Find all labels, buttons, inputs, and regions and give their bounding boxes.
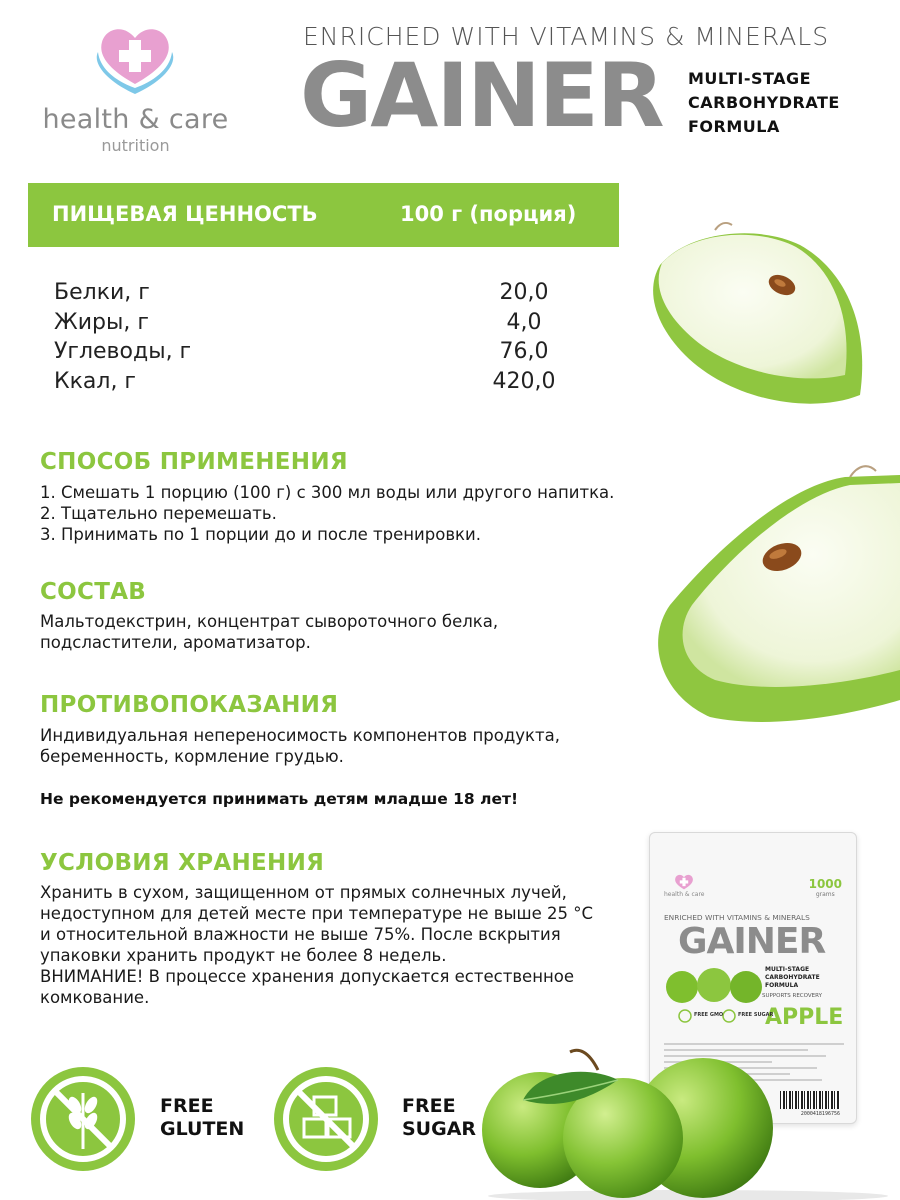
free-gluten-label	[160, 1095, 244, 1141]
nutrition-value: 420,0	[492, 368, 556, 394]
contraindications-line: Индивидуальная непереносимость компонентов продукта,	[40, 726, 560, 745]
sugar-free-icon	[722, 1009, 736, 1023]
usage-line: 3. Принимать по 1 порции до и после тренировки.	[40, 525, 481, 544]
nutrition-label: Жиры, г	[54, 309, 149, 335]
badge-line: FREE	[402, 1095, 456, 1117]
package-formula-line: CARBOHYDRATE	[765, 974, 820, 981]
package-weight-value: 1000	[808, 877, 842, 891]
package-weight	[809, 877, 842, 898]
usage-line: 1. Смешать 1 порцию (100 г) с 300 мл воды или другого напитка.	[40, 483, 615, 502]
formula-line: FORMULA	[688, 117, 780, 136]
heart-cross-icon	[90, 22, 180, 98]
brand-subtitle: nutrition	[101, 136, 170, 155]
composition-text	[40, 611, 498, 653]
header-tagline: ENRICHED WITH VITAMINS & MINERALS	[303, 22, 830, 51]
brand-name: health & care	[42, 104, 229, 135]
badge-line: GLUTEN	[160, 1118, 245, 1140]
formula-text	[688, 67, 840, 139]
nutrition-value: 20,0	[499, 280, 549, 305]
green-apples-image	[478, 1040, 898, 1200]
nutrition-value: 4,0	[506, 309, 542, 335]
package-weight-unit: grams	[815, 891, 835, 898]
package-free-sugar: FREE SUGAR	[738, 1012, 774, 1018]
package-brand: health & care	[664, 891, 705, 898]
formula-line: MULTI-STAGE	[688, 69, 812, 88]
composition-title: СОСТАВ	[40, 579, 147, 605]
package-formula-line: FORMULA	[765, 982, 799, 989]
nutrition-title: ПИЩЕВАЯ ЦЕННОСТЬ	[52, 202, 318, 226]
storage-line: комкование.	[40, 988, 150, 1007]
badge-line: FREE	[160, 1095, 214, 1117]
package-formula	[765, 966, 820, 990]
apple-slice-image	[640, 455, 900, 735]
wheat-crossed-icon	[27, 1063, 139, 1175]
storage-line: недоступном для детей месте при температуре не выше 25 °C	[40, 904, 593, 923]
nutrition-portion: 100 г (порция)	[400, 202, 577, 226]
nutrition-label: Ккал, г	[54, 368, 136, 394]
composition-line: Мальтодекстрин, концентрат сывороточного белка,	[40, 612, 499, 631]
package-free-gmo: FREE GMO	[694, 1012, 724, 1018]
nutrition-label: Углеводы, г	[54, 339, 192, 364]
nutrition-header-bar	[28, 183, 619, 247]
nutrition-label: Белки, г	[54, 280, 150, 305]
usage-line: 2. Тщательно перемешать.	[40, 504, 277, 523]
nutrition-value: 76,0	[499, 339, 549, 364]
barcode-number: 2000418196756	[800, 1111, 840, 1117]
age-warning: Не рекомендуется принимать детям младше 18 лет!	[40, 790, 519, 808]
apple-slice-image	[640, 215, 900, 430]
package-flavor: APPLE	[765, 1005, 844, 1030]
sugar-cubes-crossed-icon	[270, 1063, 382, 1175]
free-sugar-label	[402, 1095, 476, 1141]
storage-title: УСЛОВИЯ ХРАНЕНИЯ	[40, 850, 325, 876]
storage-line: Хранить в сухом, защищенном от прямых солнечных лучей,	[40, 883, 567, 902]
heart-cross-icon	[672, 873, 696, 893]
formula-line: CARBOHYDRATE	[688, 93, 840, 112]
product-title: GAINER	[300, 44, 663, 147]
package-product: GAINER	[678, 921, 826, 962]
package-tagline: ENRICHED WITH VITAMINS & MINERALS	[664, 913, 810, 922]
storage-line: упаковки хранить продукт не более 8 недель.	[40, 946, 447, 965]
apples-icon	[664, 965, 764, 1007]
usage-title: СПОСОБ ПРИМЕНЕНИЯ	[40, 449, 348, 475]
gmo-free-icon	[678, 1009, 692, 1023]
brand-logo	[28, 20, 243, 155]
contraindications-title: ПРОТИВОПОКАЗАНИЯ	[40, 692, 339, 718]
contraindications-line: беременность, кормление грудью.	[40, 747, 344, 766]
storage-line: и относительной влажности не выше 75%. После вскрытия	[40, 925, 561, 944]
composition-line: подсластители, ароматизатор.	[40, 633, 311, 652]
package-formula-line: MULTI-STAGE	[765, 966, 810, 973]
package-supports: SUPPORTS RECOVERY	[762, 993, 822, 999]
contraindications-text	[40, 725, 560, 767]
storage-line: ВНИМАНИЕ! В процессе хранения допускается естественное	[40, 967, 575, 986]
usage-text	[40, 482, 614, 545]
storage-text	[40, 882, 593, 1008]
badge-line: SUGAR	[402, 1118, 477, 1140]
